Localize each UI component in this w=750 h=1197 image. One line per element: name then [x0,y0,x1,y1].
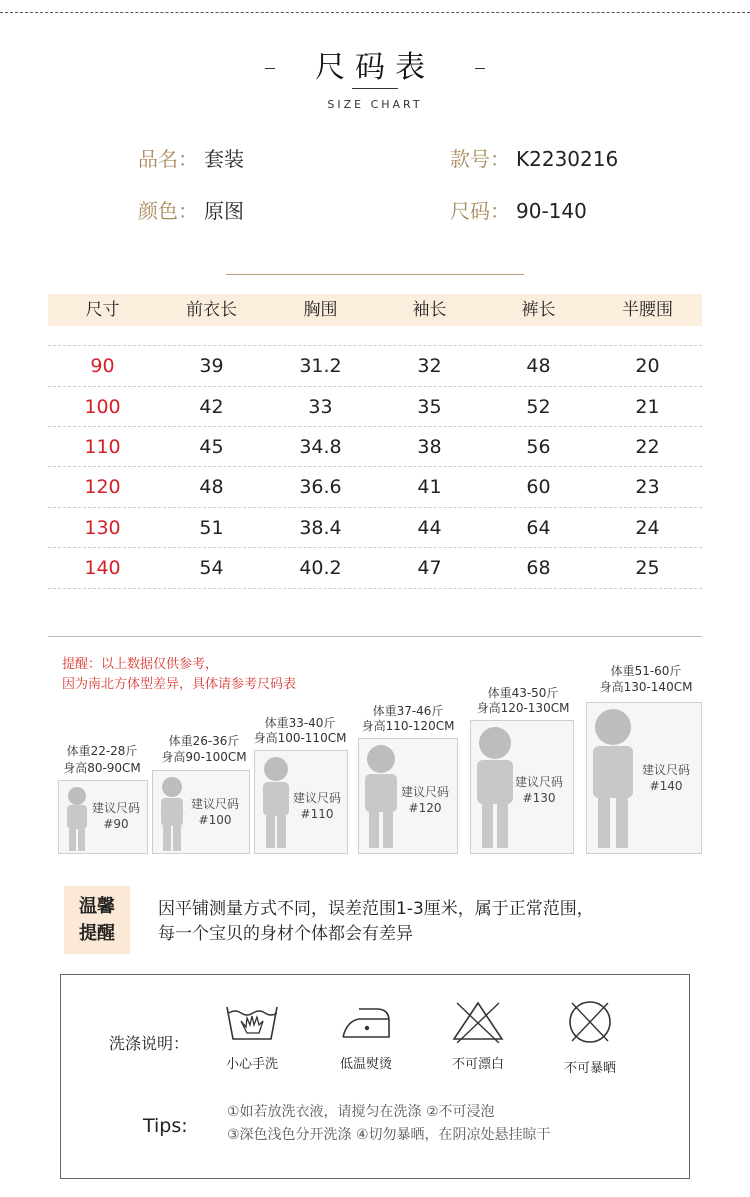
guide-size: #100 [198,813,232,827]
table-cell: 38.4 [299,517,342,539]
size-cell: 90 [90,355,115,377]
table-cell: 34.8 [299,436,342,458]
care-item-label: 小心手洗 [225,1057,278,1072]
guide-height: 身高80-90CM [63,761,141,775]
table-cell: 44 [417,517,442,539]
table-cell: 64 [526,517,551,539]
table-row [48,345,702,386]
no-bleach-icon [449,999,507,1043]
guide-weight: 体重43-50斤 [487,686,559,700]
size-cell: 100 [84,396,121,418]
header-cell: 前衣长 [186,300,237,320]
table-cell: 40.2 [299,557,342,579]
table-cell: 36.6 [299,476,342,498]
guide-suggest: 建议尺码 [91,801,140,815]
care-item-label: 不可暴晒 [563,1061,616,1076]
guide-suggest: 建议尺码 [400,785,449,799]
header-cell: 胸围 [303,300,338,320]
table-cell: 21 [635,396,660,418]
product-color-value: 原图 [204,199,244,223]
warm-tip-line: 因平铺测量方式不同，误差范围1-3厘米，属于正常范围， [158,899,594,919]
guide-height: 身高120-130CM [476,701,570,715]
care-item-label: 不可漂白 [451,1057,504,1072]
product-size-value: 90-140 [516,199,587,223]
table-row [48,386,702,427]
guide-suggest: 建议尺码 [190,797,239,811]
guide-height: 身高100-110CM [253,731,347,745]
info-divider [226,274,524,275]
title-dash-left [265,68,275,69]
table-cell: 56 [526,436,551,458]
table-cell: 52 [526,396,551,418]
product-code [450,143,618,172]
table-cell: 47 [417,557,442,579]
header-cell: 尺寸 [85,300,120,320]
product-code-label: 款号： [450,147,510,171]
table-cell: 35 [417,396,442,418]
guide-size: #110 [300,807,334,821]
size-cell: 130 [84,517,121,539]
table-row [48,426,702,467]
table-cell: 68 [526,557,551,579]
size-guide-90 [58,744,148,854]
size-cell: 110 [84,436,121,458]
table-cell: 48 [199,476,224,498]
table-cell: 22 [635,436,660,458]
guide-suggest: 建议尺码 [514,775,563,789]
tips-line: ①如若放洗衣液，请搅匀在洗涤 ②不可浸泡 [227,1104,495,1120]
header-cell: 半腰围 [622,300,673,320]
table-cell: 31.2 [299,355,342,377]
product-code-value: K2230216 [516,147,619,171]
table-cell: 38 [417,436,442,458]
table-cell: 25 [635,557,660,579]
warm-tip-line: 每一个宝贝的身材个体都会有差异 [158,924,413,944]
table-cell: 33 [308,396,333,418]
table-row [48,466,702,507]
product-name [138,143,244,172]
wash-label: 洗涤说明： [109,1034,190,1053]
tips-label: Tips: [143,1115,188,1137]
table-cell: 54 [199,557,224,579]
care-item-low-iron [321,999,411,1072]
table-cell: 41 [417,476,442,498]
child-silhouette-icon [588,706,638,850]
table-cell: 32 [417,355,442,377]
warm-tip-text [158,897,594,947]
reminder-line: 提醒：以上数据仅供参考， [62,657,219,672]
care-instructions-box [60,974,690,1179]
top-dashed-divider [0,12,750,13]
guide-weight: 体重26-36斤 [168,734,240,748]
product-color-label: 颜色： [138,199,198,223]
table-cell: 51 [199,517,224,539]
guide-size: #120 [408,801,442,815]
section-divider [48,636,702,637]
table-cell: 23 [635,476,660,498]
guide-size: #90 [103,817,129,831]
page-title-text: 尺码表 [315,50,435,85]
size-guide-130 [466,686,576,854]
warm-tip-badge [64,886,130,954]
reminder-note [62,655,296,695]
table-cell: 39 [199,355,224,377]
guide-weight: 体重22-28斤 [66,744,138,758]
size-guide-120 [354,704,458,854]
table-cell: 45 [199,436,224,458]
size-guide-110 [250,716,350,854]
table-row [48,507,702,548]
guide-weight: 体重37-46斤 [372,704,444,718]
reminder-line: 因为南北方体型差异，具体请参考尺码表 [62,677,297,692]
table-cell: 42 [199,396,224,418]
warm-tip-badge-line: 提醒 [79,923,115,944]
product-name-value: 套装 [204,147,244,171]
product-color [138,195,244,224]
guide-size: #130 [522,791,556,805]
no-tumble-dry-icon [564,997,616,1047]
page-subtitle: SIZE CHART [327,98,423,111]
table-cell: 24 [635,517,660,539]
guide-weight: 体重33-40斤 [264,716,336,730]
product-size-label: 尺码： [450,199,510,223]
table-cell: 60 [526,476,551,498]
size-cell: 140 [84,557,121,579]
guide-suggest: 建议尺码 [292,791,341,805]
care-item-no-tumble-dry [545,997,635,1076]
care-item-hand-wash [207,999,297,1072]
page-title [0,42,750,86]
tips-text [227,1101,551,1147]
header-cell: 袖长 [412,300,447,320]
care-item-label: 低温熨烫 [339,1057,392,1072]
header-cell: 裤长 [521,300,556,320]
care-item-no-bleach [433,999,523,1072]
warm-tip-badge-line: 温馨 [79,896,115,917]
table-cell: 20 [635,355,660,377]
guide-height: 身高130-140CM [599,680,693,694]
hand-wash-icon [223,999,281,1043]
guide-height: 身高90-100CM [161,750,247,764]
subtitle-rule [352,88,398,89]
guide-suggest: 建议尺码 [641,763,690,777]
size-guide-140 [586,664,702,854]
table-cell: 48 [526,355,551,377]
guide-height: 身高110-120CM [361,719,455,733]
tips-line: ③深色浅色分开洗涤 ④切勿暴晒，在阴凉处悬挂晾干 [227,1127,551,1143]
guide-size: #140 [649,779,683,793]
product-size [450,195,587,224]
table-row [48,547,702,588]
size-cell: 120 [84,476,121,498]
size-table-header [48,294,702,326]
title-dash-right [475,68,485,69]
size-guide-100 [152,734,252,854]
low-iron-icon [337,999,395,1043]
guide-weight: 体重51-60斤 [610,664,682,678]
product-name-label: 品名： [138,147,198,171]
table-bottom-rule [48,588,702,589]
